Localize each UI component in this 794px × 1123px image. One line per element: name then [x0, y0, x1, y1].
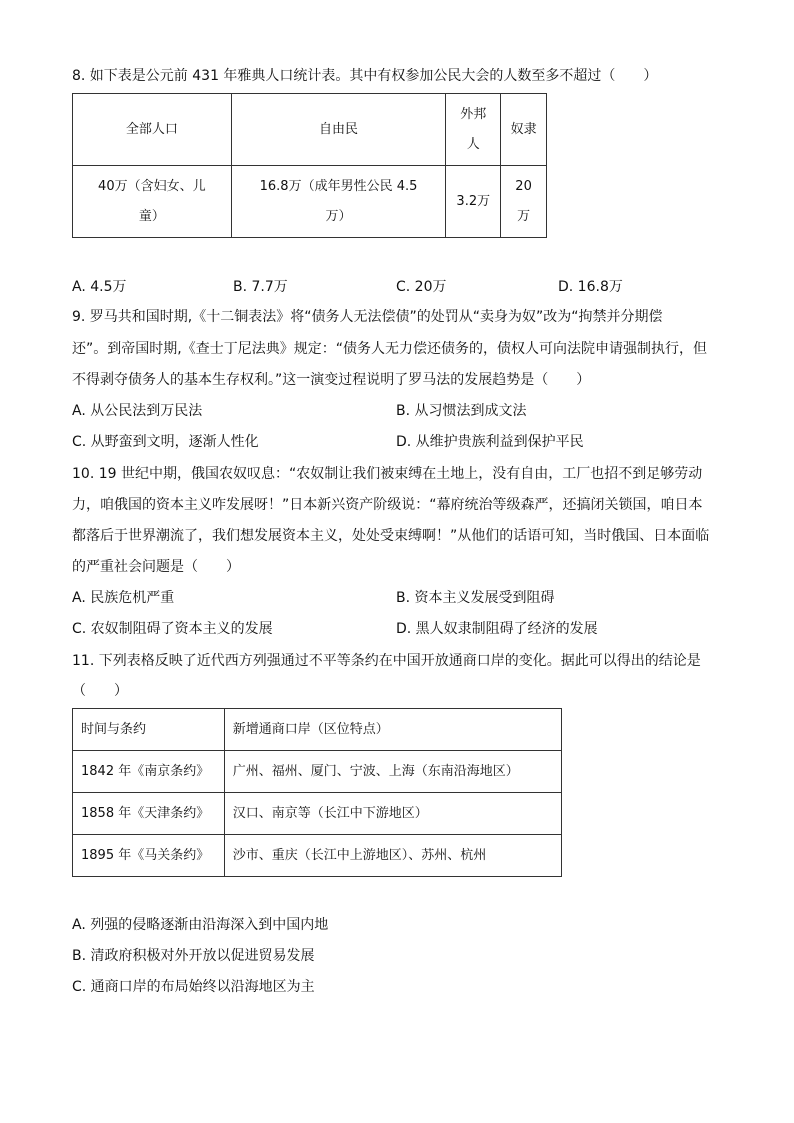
- option-a[interactable]: A. 列强的侵略逐渐由沿海深入到中国内地: [72, 917, 329, 933]
- table-header: 全部人口: [73, 94, 232, 166]
- option-d[interactable]: D. 16.8万: [558, 279, 623, 295]
- table-cell: 20万: [501, 166, 547, 238]
- option-a[interactable]: A. 民族危机严重: [72, 590, 175, 606]
- option-c[interactable]: C. 20万: [396, 279, 447, 295]
- treaty-ports-table: [72, 708, 562, 877]
- table-cell: 广州、福州、厦门、宁波、上海（东南沿海地区）: [224, 751, 561, 793]
- population-table: [72, 93, 547, 238]
- option-b[interactable]: B. 清政府积极对外开放以促进贸易发展: [72, 948, 315, 964]
- table-header: 新增通商口岸（区位特点）: [224, 709, 561, 751]
- question-11-stem-line: （ ）: [72, 683, 128, 699]
- option-d[interactable]: D. 从维护贵族利益到保护平民: [396, 434, 584, 450]
- question-9-stem-line: 9. 罗马共和国时期,《十二铜表法》将“债务人无法偿债”的处罚从“卖身为奴”改为“拘禁并分期偿: [72, 309, 663, 325]
- option-b[interactable]: B. 7.7万: [233, 279, 288, 295]
- option-c[interactable]: C. 农奴制阻碍了资本主义的发展: [72, 621, 273, 637]
- question-10-stem-line: 都落后于世界潮流了，我们想发展资本主义，处处受束缚啊！”从他们的话语可知，当时俄国、日本面临: [72, 528, 710, 544]
- table-cell: 沙市、重庆（长江中上游地区）、苏州、杭州: [224, 835, 561, 877]
- option-c[interactable]: C. 从野蛮到文明，逐渐人性化: [72, 434, 259, 450]
- question-11-stem-line: 11. 下列表格反映了近代西方列强通过不平等条约在中国开放通商口岸的变化。据此可以得出的结论是: [72, 653, 701, 669]
- question-9-stem-line: 还”。到帝国时期,《查士丁尼法典》规定：“债务人无力偿还债务的，债权人可向法院申请强制执行，但: [72, 341, 707, 357]
- table-cell: 16.8万（成年男性公民 4.5 万）: [231, 166, 446, 238]
- option-d[interactable]: D. 黑人奴隶制阻碍了经济的发展: [396, 621, 598, 637]
- table-header: 奴隶: [501, 94, 547, 166]
- question-10-stem-line: 10. 19 世纪中期，俄国农奴叹息：“农奴制让我们被束缚在土地上，没有自由，工厂也招不到足够劳动: [72, 466, 703, 482]
- table-cell: 汉口、南京等（长江中下游地区）: [224, 793, 561, 835]
- table-header: 自由民: [231, 94, 446, 166]
- option-b[interactable]: B. 从习惯法到成文法: [396, 403, 527, 419]
- table-header: 时间与条约: [73, 709, 225, 751]
- question-9-stem-line: 不得剥夺债务人的基本生存权利。”这一演变过程说明了罗马法的发展趋势是（ ）: [72, 372, 591, 388]
- table-cell: 3.2万: [446, 166, 501, 238]
- option-c[interactable]: C. 通商口岸的布局始终以沿海地区为主: [72, 979, 315, 995]
- option-a[interactable]: A. 从公民法到万民法: [72, 403, 203, 419]
- option-a[interactable]: A. 4.5万: [72, 279, 127, 295]
- question-8-stem: 8. 如下表是公元前 431 年雅典人口统计表。其中有权参加公民大会的人数至多不超过（ ）: [72, 68, 658, 84]
- question-10-stem-line: 的严重社会问题是（ ）: [72, 559, 240, 575]
- question-10-stem-line: 力，咱俄国的资本主义咋发展呀！”日本新兴资产阶级说：“幕府统治等级森严，还搞闭关锁国，咱日本: [72, 497, 703, 513]
- table-header: 外邦人: [446, 94, 501, 166]
- table-cell: 1858 年《天津条约》: [73, 793, 225, 835]
- option-b[interactable]: B. 资本主义发展受到阻碍: [396, 590, 555, 606]
- table-cell: 1895 年《马关条约》: [73, 835, 225, 877]
- table-cell: 1842 年《南京条约》: [73, 751, 225, 793]
- table-cell: 40万（含妇女、儿童）: [73, 166, 232, 238]
